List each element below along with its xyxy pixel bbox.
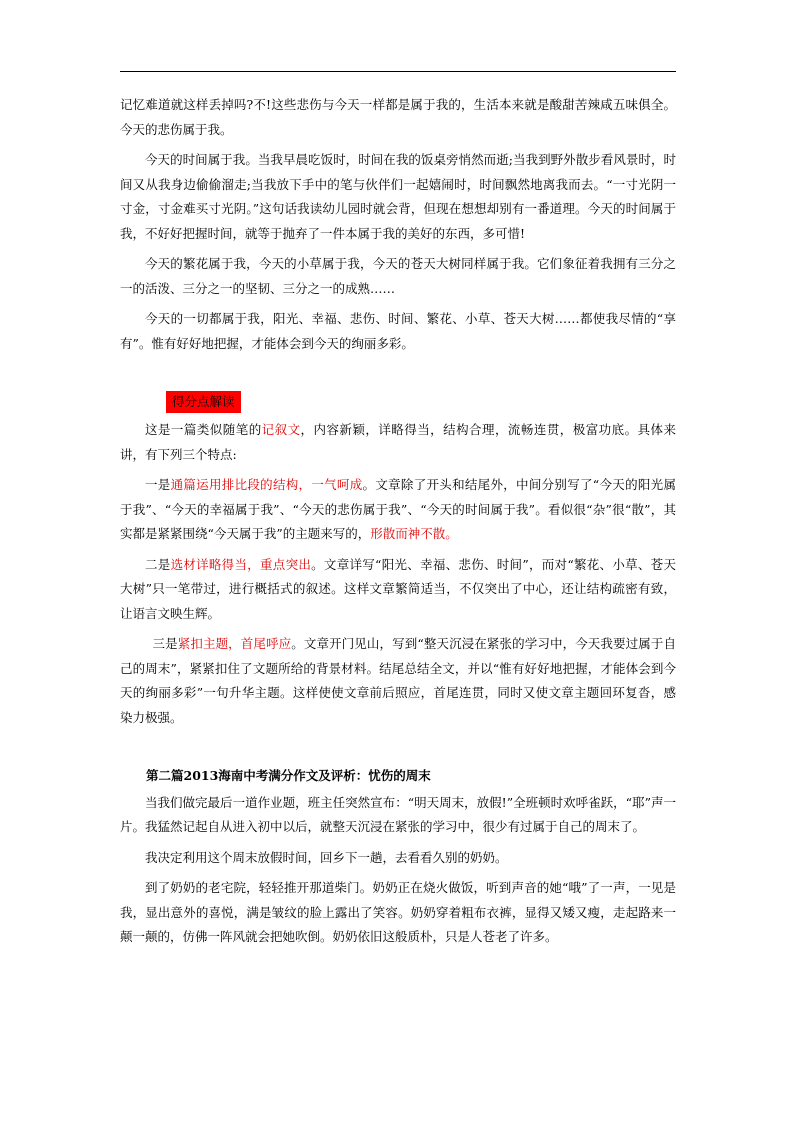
header-rule	[120, 71, 676, 72]
essay1-paragraph-2: 今天的繁花属于我，今天的小草属于我，今天的苍天大树同样属于我。它们象征着我拥有三分之一的活泼、三分之一的坚韧、三分之一的成熟……	[120, 256, 676, 296]
point-1-lead: 一是	[145, 477, 171, 492]
point-3-highlight: 紧扣主题，首尾呼应	[177, 636, 292, 651]
essay2-paragraph-2: 我决定利用这个周末放假时间，回乡下一趟，去看看久别的奶奶。	[145, 849, 508, 865]
point-2-highlight: 选材详略得当，重点突出	[170, 556, 312, 572]
point-3-text: 。文章开门见山，写到“整天沉浸在紧张的学习中，今天我要过属于自己的周末”，紧紧扣住了文题所给的背景材料。结尾总结全文，并以“惟有好好地把握，才能体会到今天的绚丽多彩”一句升华主题。这样使使文章前后照应，首尾连贯，同时又使文章主题回环复沓，感染力极强。	[120, 636, 676, 725]
point-1-highlight: 通篇运用排比段的结构，一气呵成	[170, 477, 363, 492]
essay2-paragraph-3: 到了奶奶的老宅院，轻轻推开那道柴门。奶奶正在烧火做饭，听到声音的她“哦”了一声，一见是我，显出意外的喜悦，满是皱纹的脸上露出了笑容。奶奶穿着粗布衣裤，显得又矮又瘦，走起路来一颠一颠的，仿佛一阵风就会把她吹倒。奶奶依旧这般质朴，只是人苍老了许多。	[120, 880, 676, 944]
essay2-title: 第二篇2013海南中考满分作文及评析：忧伤的周末	[146, 768, 431, 783]
essay2-paragraph-1: 当我们做完最后一道作业题，班主任突然宣布：“明天周末，放假!”全班顿时欢呼雀跃，“耶”声一片。我猛然记起自从进入初中以后，就整天沉浸在紧张的学习中，很少有过属于自己的周末了。	[120, 794, 676, 834]
point-1-text: 。文章除了开头和结尾外，中间分别写了“今天的阳光属于我”、“今天的幸福属于我”、“今天的悲伤属于我”、“今天的时间属于我”。看似很“杂”很“散”，其实都是紧紧围绕“今天属于我”的主题来写的，	[120, 477, 676, 541]
analysis-point-1	[120, 473, 676, 547]
essay1-paragraph-0: 记忆难道就这样丢掉吗?不!这些悲伤与今天一样都是属于我的，生活本来就是酸甜苦辣咸五味俱全。今天的悲伤属于我。	[120, 97, 676, 137]
point-2-text: 。文章详写“阳光、幸福、悲伤、时间”，而对“繁花、小草、苍天大树”只一笔带过，进行概括式的叙述。这样文章繁简适当，不仅突出了中心，还让结构疏密有致，让语言文映生辉。	[120, 556, 676, 621]
point-2-lead: 二是	[145, 556, 171, 572]
analysis-point-3	[120, 632, 676, 730]
document-body	[120, 93, 676, 956]
essay1-paragraph-3: 今天的一切都属于我，阳光、幸福、悲伤、时间、繁花、小草、苍天大树……都使我尽情的“享有”。惟有好好地把握，才能体会到今天的绚丽多彩。	[120, 311, 676, 351]
analysis-point-2	[120, 553, 676, 627]
analysis-badge: 得分点解读	[166, 391, 241, 413]
analysis-badge-row	[166, 390, 676, 416]
analysis-intro-text: 这是一篇类似随笔的	[145, 422, 262, 437]
point-1-highlight-2: 形散而神不散。	[370, 526, 458, 541]
analysis-intro	[120, 418, 676, 467]
analysis-intro-highlight: 记叙文	[261, 422, 301, 437]
analysis-intro-text-2: ，内容新颖，详略得当，结构合理，流畅连贯，极富功底。具体来讲，有下列三个特点:	[120, 422, 676, 462]
point-3-lead: 三是	[152, 636, 178, 651]
essay1-paragraph-1: 今天的时间属于我。当我早晨吃饭时，时间在我的饭桌旁悄然而逝;当我到野外散步看风景时，时间又从我身边偷偷溜走;当我放下手中的笔与伙伴们一起嬉闹时，时间飘然地离我而去。“一寸光阴一寸金，寸金难买寸光阴。”这句话我读幼儿园时就会背，但现在想想却别有一番道理。今天的时间属于我，不好好把握时间，就等于抛弃了一件本属于我的美好的东西，多可惜!	[120, 152, 676, 241]
